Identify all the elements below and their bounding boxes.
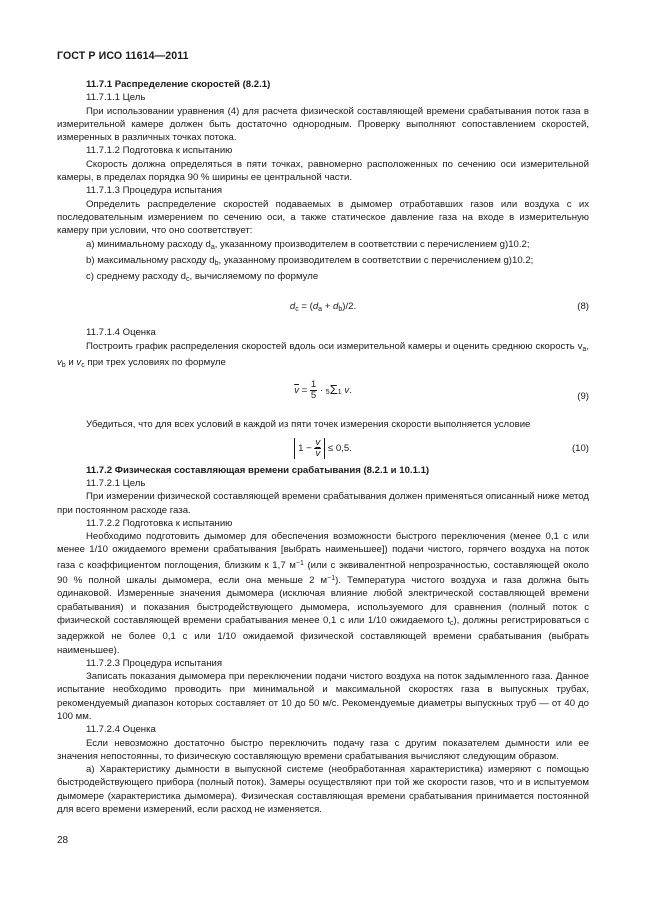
paragraph: Построить график распределения скоростей вдоль оси измерительной камеры и оценить среднюю скорость $v_a$, $v_b$ и $v_c$ при трех условиях по формуле [57, 340, 589, 370]
equation-number: (10) [571, 442, 589, 454]
paragraph: Убедиться, что для всех условий в каждой из пяти точек измерения скорости выполняется условие [86, 419, 531, 431]
subsection-title: 11.7.1.1 Цель [86, 92, 146, 104]
section-heading-11-7-2: 11.7.2 Физическая составляющая времени срабатывания (8.2.1 и 10.1.1) [86, 464, 430, 476]
list-item-b: b) максимальному расходу $d_b$, указанному производителем в соответствии с перечислением g)10.2; [86, 254, 534, 267]
list-item-a: а) минимальному расходу $d_a$, указанному производителем в соответствии с перечислением g)10.2; [86, 238, 530, 251]
equation-number: (9) [577, 391, 589, 403]
subsection-title: 11.7.2.3 Процедура испытания [86, 657, 223, 669]
page-content [57, 78, 589, 816]
paragraph: Записать показания дымомера при переключении подачи чистого воздуха на поток задымленного газа. Данное испытание необходимо проводить при минимальной и максимальной скоростях газа в выпускных трубах, рекомендуемый диапазон которых составляет от 10 до 50 м/с. Рекомендуемые диаметры выпускных труб — от 40 до 100 мм. [57, 671, 589, 722]
page-number: 28 [57, 835, 69, 846]
equation-8: $d_c = (d_a + d_b)/2$. (8) [289, 301, 589, 314]
paragraph: Скорость должна определяться в пяти точках, равномерно расположенных по сечению оси измерительной камеры, в пределах порядка 90 % ширины ее центральной части. [57, 158, 589, 184]
equation-9: $\overline{v}$ = $\frac{1}{5}$ · 5Σ1 v. (9) [294, 379, 589, 403]
subsection-title: 11.7.1.2 Подготовка к испытанию [86, 145, 233, 157]
subsection-title: 11.7.2.4 Оценка [86, 724, 156, 736]
paragraph: Необходимо подготовить дымомер для обеспечения возможности быстрого переключения (менее 0,1 с или менее 1/10 ожидаемого времени срабатывания [выбрать наименьшее]) подачи чистого, горячего воздуха на поток газа с коэффициентом поглощения, близким к 1,7 $м^{-1}$ (или с эквивалентной непрозрачностью, составляющей около 90 % полной шкалы дымомера, если она меньше 2 $м^{-1}$). Температура чистого воздуха и газа должна быть одинаковой. Измеренные значения дымомера (исключая влияние любой электрической составляющей времени срабатывания) и показания быстродействующего дымомера, используемого для сравнения (полный поток с физической составляющей времени срабатывания менее 0,1 с или 1/10 ожидаемого $t_c$), должны регистрироваться с задержкой не более 0,1 с или 1/10 ожидаемой физической составляющей времени срабатывания (выбрать наименьшее). [57, 531, 589, 656]
paragraph: Определить распределение скоростей подаваемых в дымомер отработавших газов или воздуха с их последовательным измерением по сечению оси, а также статическое давление газа на входе в измерительную камеру при условии, что оно соответствует: [57, 198, 589, 237]
section-heading-11-7-1: 11.7.1 Распределение скоростей (8.2.1) [86, 79, 271, 90]
equation-number: (8) [577, 301, 589, 313]
document-header: ГОСТ Р ИСО 11614—2011 [57, 50, 189, 62]
subsection-title: 11.7.1.3 Процедура испытания [86, 185, 223, 197]
subsection-title: 11.7.2.1 Цель [86, 477, 146, 489]
subsection-title: 11.7.2.2 Подготовка к испытанию [86, 517, 233, 529]
paragraph: а) Характеристику дымности в выпускной системе (необработанная характеристика) измеряют с помощью быстродействующего прибора (полный поток). Замеры осуществляют при той же скорости газов, что и в испытуемом дымомере (характеристика дымомера). Физическая составляющая времени срабатывания принимается постоянной для всего времени измерений, если расход не изменяется. [57, 764, 589, 816]
paragraph: При измерении физической составляющей времени срабатывания должен применяться описанный ниже метод при постоянном расходе газа. [57, 491, 589, 516]
paragraph: При использовании уравнения (4) для расчета физической составляющей времени срабатывания поток газа в измерительной камере должен быть достаточно однородным. Проверку выполняют сопоставлением скоростей, измеренных в различных точках потока. [57, 105, 589, 144]
subsection-title: 11.7.1.4 Оценка [86, 327, 156, 339]
equation-10: 1 − $\frac{v}{v}$ ≤ 0,5. (10) [57, 432, 589, 464]
list-item-c: c) среднему расходу $d_c$, вычисляемому по формуле [86, 271, 319, 284]
paragraph: Если невозможно достаточно быстро переключить подачу газа с другим показателем дымности или ее значения непостоянны, то физическую составляющую времени срабатывания вычисляют следующим образом. [57, 737, 589, 762]
